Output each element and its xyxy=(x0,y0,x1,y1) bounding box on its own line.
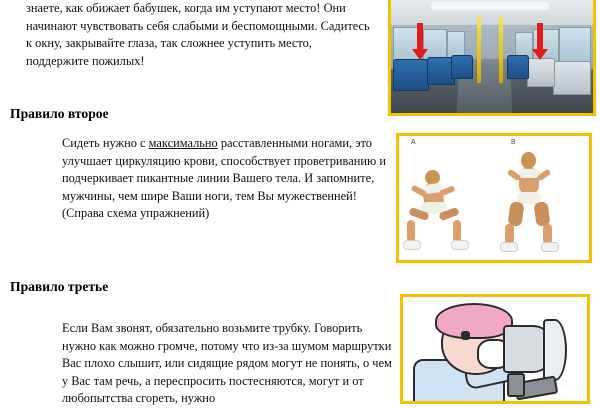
bus-seat xyxy=(527,58,555,87)
figure-b-thigh-right xyxy=(533,201,550,227)
exercise-label-b: B xyxy=(511,139,516,146)
figure-b-shin-left xyxy=(505,224,514,244)
bus-ceiling-light xyxy=(431,2,548,10)
rule-two-heading: Правило второе xyxy=(10,106,109,121)
figure-b-shin-right xyxy=(543,224,552,244)
figure-a-shin-right xyxy=(453,220,461,242)
bus-handrail-pole xyxy=(499,17,503,83)
bus-seat xyxy=(553,61,591,95)
bus-seat xyxy=(507,55,529,79)
bus-seat xyxy=(393,59,429,91)
bus-interior-scene xyxy=(391,0,593,113)
cartoon-phone-earpiece xyxy=(507,373,525,397)
rule-three-paragraph: Если Вам звонят, обязательно возьмите трубку. Говорить нужно как можно громче, потому что из-за шумом маршрутки Вас плохо слышит, или сидящие рядом могут не понять, о чем у Вас там речь, а переспросить постесняются, могут и от любопытства сгореть, нужно xyxy=(62,321,392,406)
figure-b-shoe-right xyxy=(541,242,559,252)
red-arrow-left-shaft xyxy=(417,23,423,51)
rule-two-emphasis: максимально xyxy=(148,136,218,150)
bus-handrail-pole xyxy=(477,17,481,83)
cartoon-woman-phone-megaphone xyxy=(400,294,590,404)
rule-two-text-start: Сидеть нужно с xyxy=(62,136,149,150)
bus-window xyxy=(559,27,591,65)
intro-paragraph: знаете, как обижает бабушек, когда им уступают место! Они начинают чувствовать себя слабыми и беспомощными. Садитесь к окну, закрывайте глаза, так сложнее уступить место, поддержите пожилых! xyxy=(26,1,370,68)
figure-a-shoe-left xyxy=(403,240,421,250)
red-arrow-right-head xyxy=(532,49,548,60)
bus-ceiling xyxy=(391,0,593,25)
exercise-diagram-scene xyxy=(399,136,589,260)
figure-a-shin-left xyxy=(407,220,415,242)
bus-seat xyxy=(451,55,473,79)
rule-three-heading: Правило третье xyxy=(10,279,109,294)
figure-b-shoe-left xyxy=(500,242,518,252)
cartoon-hair xyxy=(435,303,513,339)
rule-two-paragraph xyxy=(62,135,387,223)
red-arrow-left-head xyxy=(412,49,428,60)
bus-interior-photo xyxy=(388,0,596,116)
rule-two-text-end: расставленными ногами, это улучшает циркуляцию крови, способствует проветриванию и подчеркивает пикантные линии Вашего тела. И запомните, мужчины, чем шире Ваши ноги, тем Вы мужественней! (Справа схема упражнений) xyxy=(62,136,386,221)
figure-b-head xyxy=(521,152,536,169)
cartoon-scene xyxy=(403,297,587,401)
red-arrow-right-shaft xyxy=(537,23,543,51)
exercise-label-a: A xyxy=(411,139,416,146)
cartoon-megaphone-bell xyxy=(543,319,567,381)
figure-b-thigh-left xyxy=(507,201,524,227)
cartoon-eye xyxy=(461,331,470,340)
figure-a-shoe-right xyxy=(451,240,469,250)
exercise-diagram-photo xyxy=(396,133,592,263)
